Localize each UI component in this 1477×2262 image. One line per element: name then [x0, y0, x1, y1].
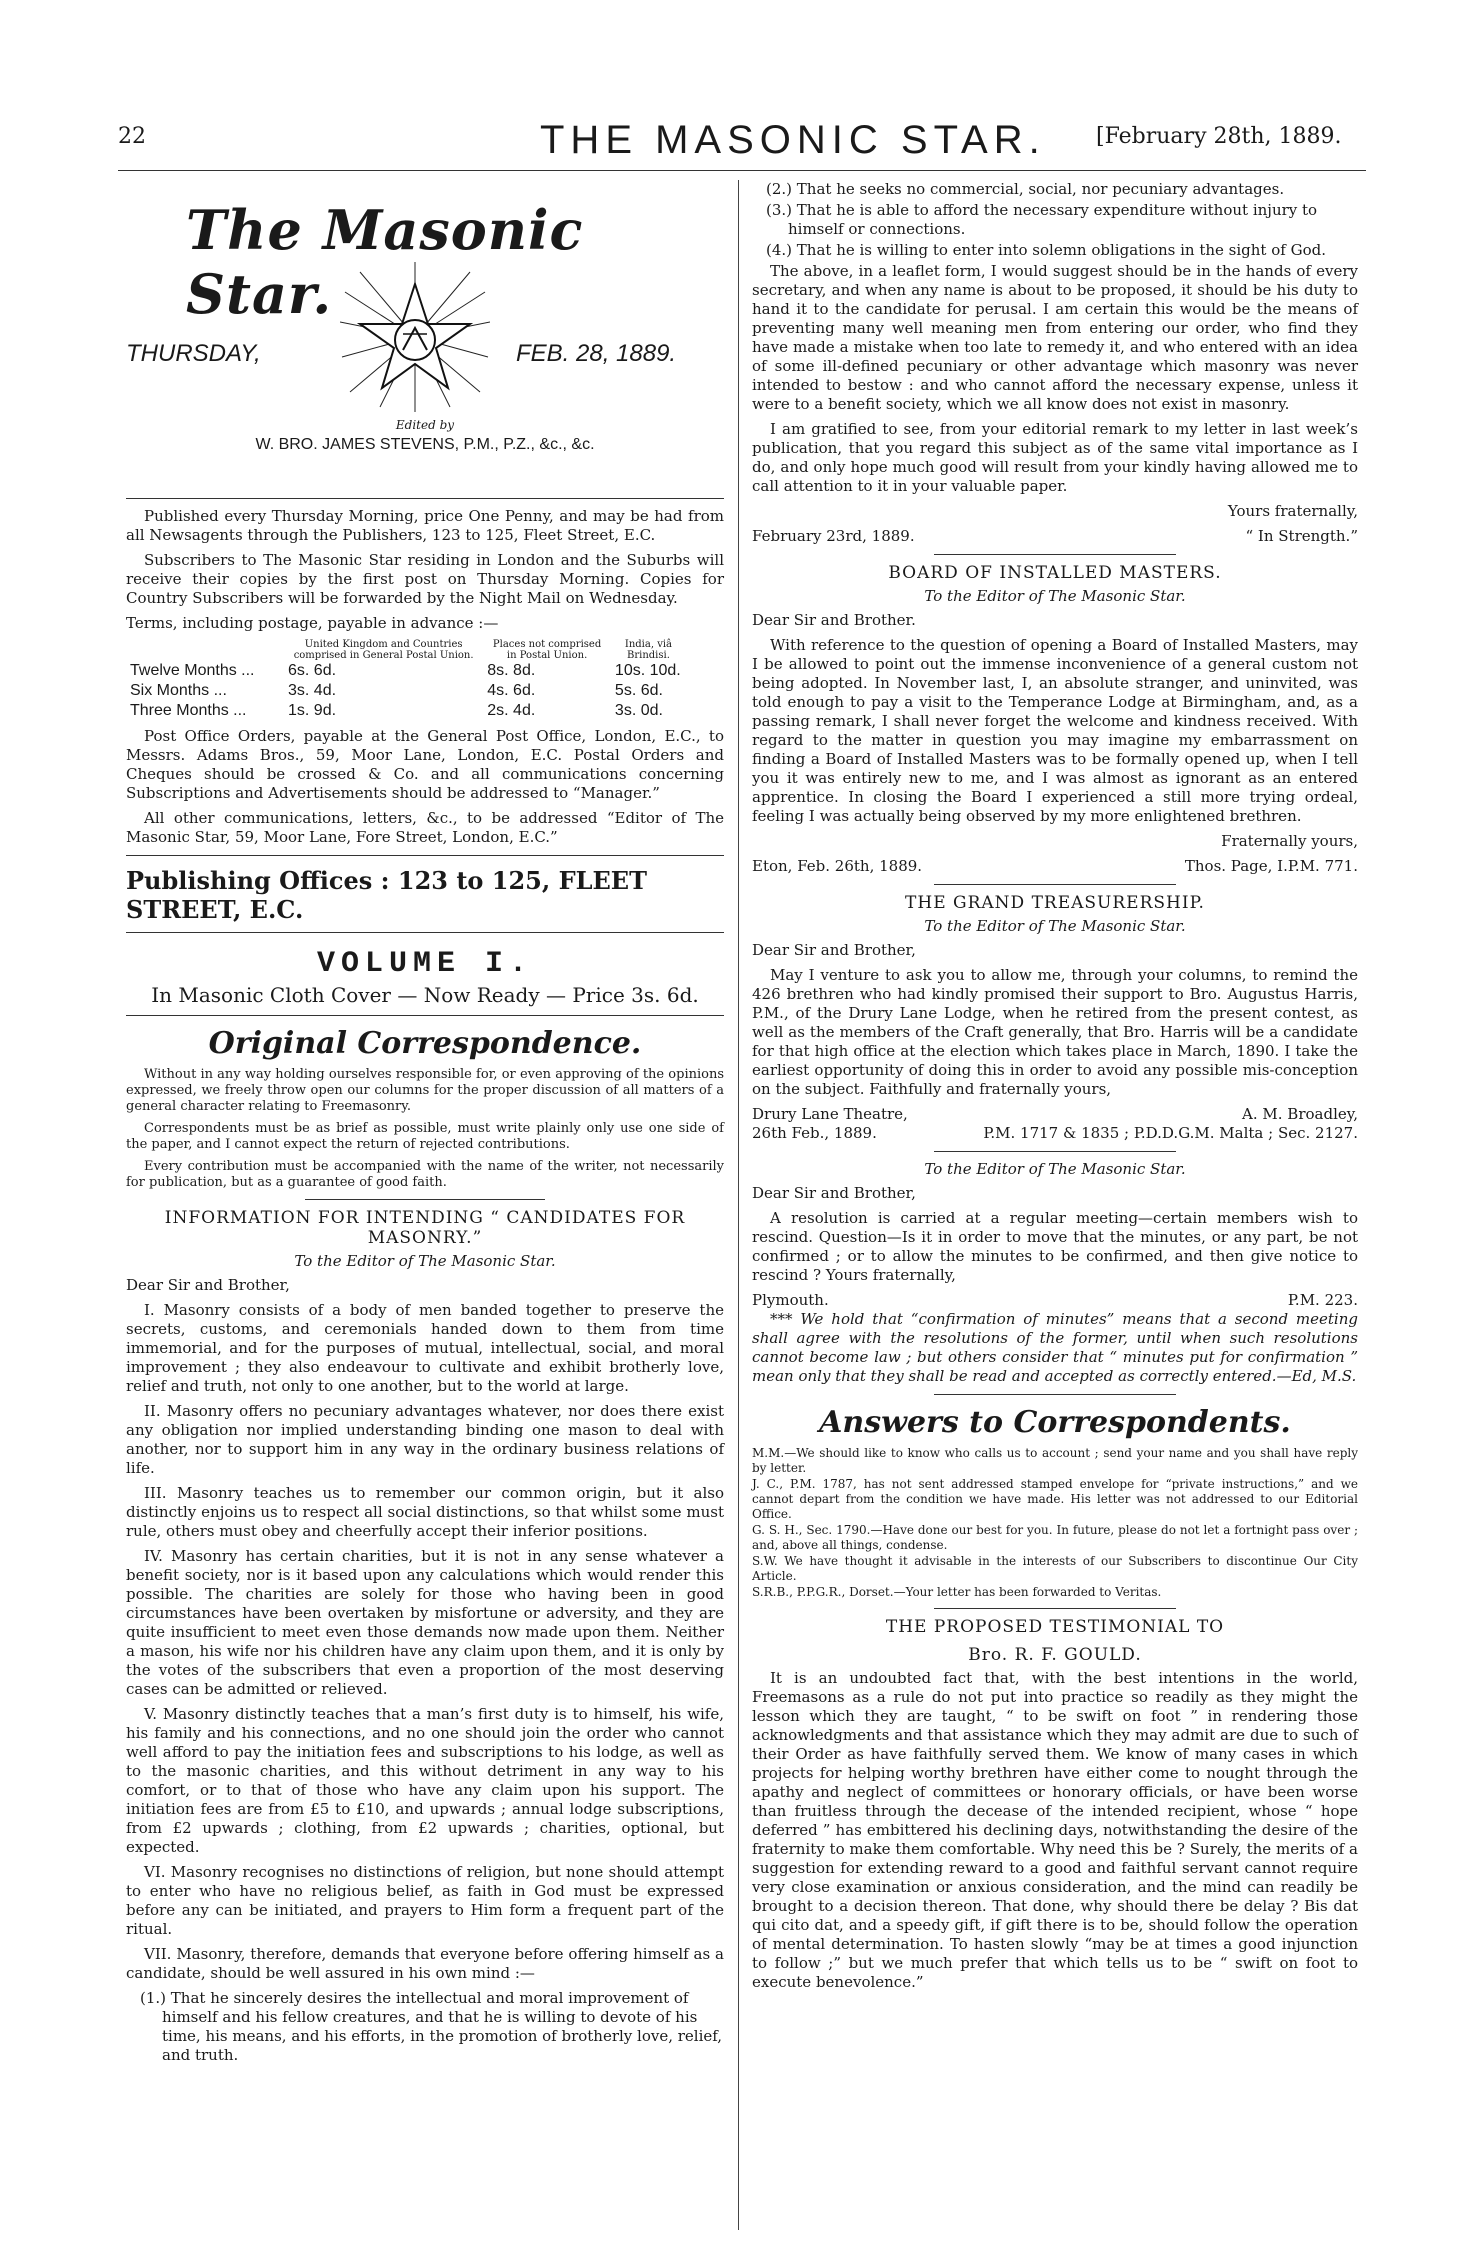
terms-cell: 3s. 0d.	[614, 702, 663, 719]
letter-date: 26th Feb., 1889.	[752, 1124, 877, 1142]
terms-cell: 4s. 6d.	[487, 682, 536, 699]
letter-salutation: Dear Sir and Brother,	[752, 941, 916, 959]
table-row	[126, 661, 686, 681]
list-item: S.R.B., P.P.G.R., Dorset.—Your letter has been forwarded to Veritas.	[752, 1585, 1162, 1599]
letter-signature: Thos. Page, I.P.M. 771.	[1184, 857, 1358, 875]
letter-signature-line	[752, 1105, 1358, 1124]
letter-heading: THE GRAND TREASURERSHIP.	[905, 893, 1205, 913]
table-row	[126, 701, 686, 721]
answers-list	[752, 1446, 1358, 1600]
right-column	[752, 180, 1358, 1998]
letter-titles: P.M. 1717 & 1835 ; P.D.D.G.M. Malta ; Sec. 2127.	[983, 1124, 1358, 1142]
masonic-star-icon	[340, 262, 490, 412]
letter-salutation: Dear Sir and Brother.	[752, 611, 916, 629]
publication-notice: Published every Thursday Morning, price One Penny, and may be had from all Newsagents through the Publishers, 123 to 125, Fleet Street, E.C.	[126, 507, 724, 544]
editor-name: W. BRO. JAMES STEVENS, P.M., P.Z., &c., &c.	[255, 436, 595, 453]
list-item: S.W. We have thought it advisable in the interests of our Subscribers to discontinue Our City Article.	[752, 1554, 1358, 1583]
article-subheading: Bro. R. F. GOULD.	[968, 1645, 1142, 1665]
letter-paragraph: V. Masonry distinctly teaches that a man’s first duty is to himself, his wife, his family and his connections, and no one should join the order who cannot well afford to pay the initiation fees and subscriptions to his lodge, as well as to the masonic charities, and this without detriment in any way to his comfort, or to that of those who have any claim upon his support. The initiation fees are from £5 to £10, and upwards ; annual lodge subscriptions, from £2 upwards ; clothing, from £2 upwards ; charities, optional, but expected.	[126, 1705, 724, 1856]
masthead	[126, 180, 724, 490]
section-heading-answers: Answers to Correspondents.	[819, 1405, 1291, 1440]
letter-heading: BOARD OF INSTALLED MASTERS.	[888, 563, 1222, 583]
publishing-offices: Publishing Offices : 123 to 125, FLEET STREET, E.C.	[126, 866, 647, 924]
letter-signature: P.M. 223.	[1287, 1291, 1358, 1309]
list-item: G. S. H., Sec. 1790.—Have done our best for you. In future, please do not let a fortnight pass over ; and, above all things, condense.	[752, 1523, 1358, 1552]
masthead-day: THURSDAY,	[126, 340, 261, 367]
subscriber-notice: Subscribers to The Masonic Star residing in London and the Suburbs will receive their copies by the first post on Thursday Morning. Copies for Country Subscribers will be forwarded by the Night Mail on Wednesday.	[126, 551, 724, 607]
correspondence-note: Correspondents must be as brief as possible, must write plainly only use one side of the paper, and I cannot expect the return of rejected contributions.	[126, 1121, 724, 1152]
candidate-conditions-list-continued	[752, 180, 1358, 260]
letter-signature-line	[752, 527, 1358, 546]
letter-paragraph: III. Masonry teaches us to remember our common origin, but it also distinctly enjoins us to respect all social distinctions, so that whilst some must rule, others must obey and cheerfully accept their inferior positions.	[126, 1484, 724, 1540]
letter-paragraph: I. Masonry consists of a body of men banded together to preserve the secrets, customs, and ceremonials handed down to them from time immemorial, and for the purposes of mutual, intellectual, social, and moral improvement ; they also endeavour to cultivate and exhibit brotherly love, relief and truth, not only to one another, but to the world at large.	[126, 1301, 724, 1395]
letter-paragraph: With reference to the question of opening a Board of Installed Masters, may I be allowed to point out the immense inconvenience of a general custom not being adopted. In November last, I, an absolute stranger, and uninvited, was told enough to pay a visit to the Temperance Lodge at Birmingham, and, as a passing remark, I shall never forget the welcome and kindness received. With regard to the matter in question you may imagine my embarrassment on finding a Board of Installed Masters was to be formally opened up, when I tell you it was entirely new to me, and I was almost as ignorant as an entered apprentice. In closing the Board I experienced a still more trying ordeal, feeling I was actually being observed by my more enlightened brethren.	[752, 636, 1358, 825]
edited-by: Edited by	[395, 418, 455, 432]
editor-address-notice: All other communications, letters, &c., to be addressed “Editor of The Masonic Star, 59, Moor Lane, Fore Street, London, E.C.”	[126, 809, 724, 846]
terms-cell: 8s. 8d.	[487, 662, 536, 679]
masthead-title: The Masonic Star.	[186, 198, 584, 326]
divider	[126, 932, 724, 933]
letter-paragraph: VI. Masonry recognises no distinctions of religion, but none should attempt to enter who have no religious belief, as faith in God must be expressed before any can be initiated, and prayers to Him form a frequent part of the ritual.	[126, 1863, 724, 1938]
letter-signature-line	[752, 1124, 1358, 1143]
letter-paragraph: IV. Masonry has certain charities, but it is not in any sense whatever a benefit society, nor is it based upon any calculations which would render this possible. The charities are solely for those who having been in good circumstances have been overtaken by misfortune or adversity, and they are quite insufficient to meet even those demands now made upon them. Neither a mason, his wife nor his children have any claim upon them, and it is only by the votes of the subscribers that even a proportion of the most deserving cases can be admitted or relieved.	[126, 1547, 724, 1698]
divider	[126, 855, 724, 856]
correspondence-note: Without in any way holding ourselves responsible for, or even approving of the opinions expressed, we freely throw open our columns for the proper discussion of all matters of a general character relating to Freemasonry.	[126, 1067, 724, 1114]
letter-salutation: Dear Sir and Brother,	[126, 1276, 290, 1294]
section-heading-correspondence: Original Correspondence.	[208, 1026, 642, 1061]
letter-signature: “ In Strength.”	[1245, 527, 1358, 545]
post-office-notice: Post Office Orders, payable at the General Post Office, London, E.C., to Messrs. Adams Bros., 59, Moor Lane, London, E.C. Postal Orders and Cheques should be crossed & Co. and all communications concerning Subscriptions and Advertisements should be addressed to “Manager.”	[126, 727, 724, 802]
terms-header	[126, 639, 284, 661]
letter-paragraph: May I venture to ask you to allow me, through your columns, to remind the 426 brethren who had kindly promised their support to Bro. Augustus Harris, P.M., of the Drury Lane Lodge, when he retired from the present contest, as well as the members of the Craft generally, that Bro. Harris will be a candidate for that high office at the election which takes place in March, 1890. I take the earliest opportunity of doing this in order to avoid any possible mis-conception on the subject. Faithfully and fraternally yours,	[752, 966, 1358, 1098]
letter-salutation: Dear Sir and Brother,	[752, 1184, 916, 1202]
letter-recipient: To the Editor of The Masonic Star.	[924, 1160, 1186, 1178]
newspaper-title: THE MASONIC STAR.	[540, 118, 1046, 162]
letter-signoff: Fraternally yours,	[1221, 832, 1358, 850]
candidate-conditions-list	[126, 1989, 724, 2065]
list-item: (2.) That he seeks no commercial, social, nor pecuniary advantages.	[766, 180, 1285, 198]
letter-place: Eton, Feb. 26th, 1889.	[752, 857, 923, 875]
letter-place: Drury Lane Theatre,	[752, 1105, 908, 1123]
letter-signoff: Yours fraternally,	[1227, 502, 1358, 520]
letter-paragraph: The above, in a leaflet form, I would suggest should be in the hands of every secretary, and when any name is about to be proposed, it should be his duty to hand it to the candidate for perusal. I am certain this would be the means of preventing many well meaning men from entering our order, who find they have made a mistake when too late to remedy it, and who entered with an idea of some ill-defined pecuniary or other advantage which masonry was never intended to bestow : and who cannot afford the necessary expense, unless it were to a benefit society, which we all know does not exist in masonry.	[752, 262, 1358, 413]
column-divider	[738, 180, 739, 2230]
letter-paragraph: II. Masonry offers no pecuniary advantages whatever, nor does there exist any obligation nor implied understanding binding one mason to deal with another, nor to support him in any way in the ordinary business relations of life.	[126, 1402, 724, 1477]
letter-recipient: To the Editor of The Masonic Star.	[924, 917, 1186, 935]
terms-header: India, viâ Brindisi.	[624, 639, 673, 661]
letter-recipient: To the Editor of The Masonic Star.	[294, 1252, 556, 1270]
page-number: 22	[118, 124, 146, 149]
subscription-terms-table	[126, 639, 686, 721]
terms-label: Six Months ...	[130, 682, 227, 699]
divider	[934, 1608, 1176, 1609]
header-rule	[118, 170, 1366, 171]
terms-cell: 5s. 6d.	[614, 682, 663, 699]
letter-date: February 23rd, 1889.	[752, 527, 915, 545]
left-column	[126, 180, 724, 2067]
letter-recipient: To the Editor of The Masonic Star.	[924, 587, 1186, 605]
article-heading: THE PROPOSED TESTIMONIAL TO	[885, 1617, 1225, 1637]
volume-heading: VOLUME I.	[316, 947, 534, 981]
divider	[305, 1199, 544, 1200]
list-item: M.M.—We should like to know who calls us to account ; send your name and you shall have reply by letter.	[752, 1446, 1358, 1475]
letter-place: Plymouth.	[752, 1291, 829, 1309]
terms-label: Twelve Months ...	[130, 662, 255, 679]
letter-signature-line	[752, 1291, 1358, 1310]
list-item: (1.) That he sincerely desires the intellectual and moral improvement of himself and his fellow creatures, and that he is willing to devote of his time, his means, and his efforts, in the promotion of brotherly love, relief, and truth.	[140, 1989, 723, 2064]
terms-cell: 2s. 4d.	[487, 702, 536, 719]
editor-note: *** We hold that “confirmation of minutes” means that a second meeting shall agree with the resolutions of the former, until when such resolutions cannot become law ; but others consider that “ minutes put for confirmation ” mean only that they shall be read and accepted as correctly entered.—Ed, M.S.	[752, 1310, 1358, 1385]
divider	[934, 1151, 1176, 1152]
divider	[126, 1015, 724, 1016]
letter-paragraph: I am gratified to see, from your editorial remark to my letter in last week’s publication, that you regard this subject as of the same vital importance as I do, and only hope much good will result from your kindly having allowed me to call attention to it in your valuable paper.	[752, 420, 1358, 495]
terms-label: Three Months ...	[130, 702, 247, 719]
letter-paragraph: A resolution is carried at a regular meeting—certain members wish to rescind. Question—Is it in order to move that the minutes, or any part, be not confirmed ; or to allow the minutes to be confirmed, and then give notice to rescind ? Yours fraternally,	[752, 1209, 1358, 1284]
divider	[934, 554, 1176, 555]
terms-cell: 1s. 9d.	[288, 702, 337, 719]
masthead-date: FEB. 28, 1889.	[516, 340, 677, 367]
terms-cell: 3s. 4d.	[288, 682, 337, 699]
list-item: J. C., P.M. 1787, has not sent addressed stamped envelope for “private instructions,” and we cannot depart from the condition we have made. His letter was not addressed to our Editorial Office.	[752, 1477, 1358, 1521]
divider	[934, 884, 1176, 885]
divider	[126, 498, 724, 499]
terms-header: United Kingdom and Countries comprised in General Postal Union.	[293, 639, 474, 661]
correspondence-note: Every contribution must be accompanied with the name of the writer, not necessarily for publication, but as a guarantee of good faith.	[126, 1159, 724, 1190]
issue-date: [February 28th, 1889.	[1096, 124, 1342, 149]
letter-heading: INFORMATION FOR INTENDING “ CANDIDATES FOR MASONRY.”	[164, 1208, 686, 1248]
divider	[934, 1394, 1176, 1395]
letter-paragraph: VII. Masonry, therefore, demands that everyone before offering himself as a candidate, should be well assured in his own mind :—	[126, 1945, 724, 1982]
letter-signature-line	[752, 857, 1358, 876]
letter-signature: A. M. Broadley,	[1242, 1105, 1358, 1123]
terms-cell: 10s. 10d.	[614, 662, 681, 679]
terms-cell: 6s. 6d.	[288, 662, 337, 679]
terms-intro: Terms, including postage, payable in advance :—	[126, 614, 499, 632]
terms-header: Places not comprised in Postal Union.	[492, 639, 602, 661]
table-row	[126, 681, 686, 701]
list-item: (3.) That he is able to afford the necessary expenditure without injury to himself or connections.	[766, 201, 1318, 238]
volume-note: In Masonic Cloth Cover — Now Ready — Price 3s. 6d.	[151, 983, 699, 1007]
article-paragraph: It is an undoubted fact that, with the best intentions in the world, Freemasons as a rule do not put into practice so readily as they might the lesson which they are taught, “ to be swift on foot ” in rendering those acknowledgments and that assistance which they may admit are due to such of their Order as have faithfully served them. We know of many cases in which projects for helping worthy brethren have either come to nought through the apathy and neglect of committees or honorary officials, or have been worse than fruitless through the decease of the intended recipient, whose “ hope deferred ” has embittered his declining days, notwithstanding the desire of the fraternity to make them comfortable. Why need this be ? Surely, the merits of a suggestion for extending reward to a good and faithful servant cannot require very close examination or anxious consideration, and the mind can readily be brought to a decision thereon. That done, why should there be delay ? Bis dat qui cito dat, and a speedy gift, if gift there is to be, should follow the operation of mental determination. To hasten slowly “may be at times a good injunction to follow ;” but we much prefer that which tells us to be “ swift on foot to execute benevolence.”	[752, 1669, 1358, 1991]
list-item: (4.) That he is willing to enter into solemn obligations in the sight of God.	[766, 241, 1326, 259]
